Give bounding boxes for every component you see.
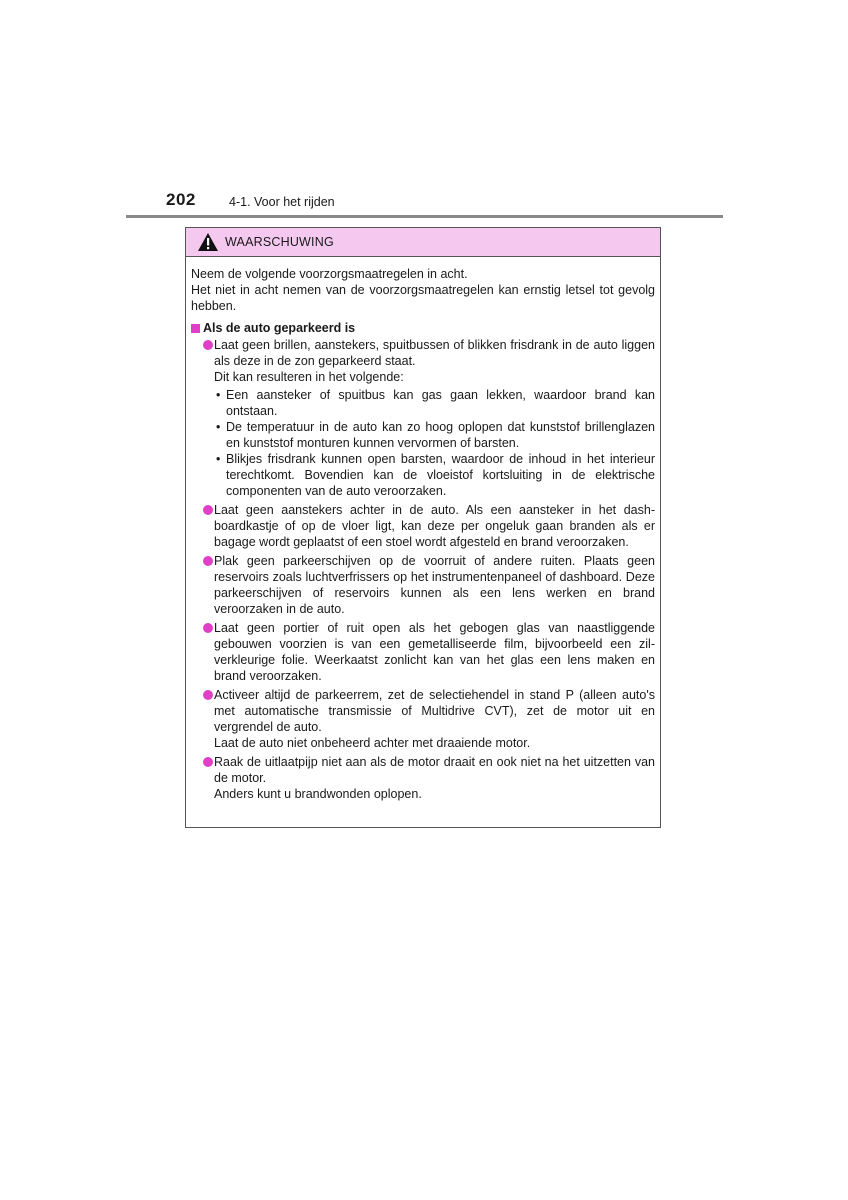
warning-item (191, 337, 655, 499)
dot-bullet-icon: • (216, 452, 221, 466)
item-text: Activeer altijd de parkeerrem, zet de selectiehendel in stand P (alleen auto's met automatische transmissie of Multidrive CVT), zet de motor uit en vergrendel de auto. (214, 688, 655, 734)
square-bullet-icon (191, 324, 200, 333)
warning-body (186, 257, 660, 802)
sub-list (214, 387, 655, 499)
subheading (191, 320, 655, 336)
circle-bullet-icon (203, 556, 213, 566)
item-text: Raak de uitlaatpijp niet aan als de motor draait en ook niet na het uitzetten van de motor. (214, 755, 655, 785)
warning-box (185, 227, 661, 828)
dot-bullet-icon: • (216, 420, 221, 434)
sub-item (214, 451, 655, 499)
warning-header (186, 228, 660, 257)
page-number: 202 (166, 190, 196, 209)
circle-bullet-icon (203, 623, 213, 633)
dot-bullet-icon: • (216, 388, 221, 402)
item-text: Laat geen aanstekers achter in de auto. Als een aansteker in het dashboardkastje of op de vloer ligt, kan deze per ongeluk gaan branden als er bagage wordt geplaatst of een stoel wordt afgesteld en brand veroorzaken. (214, 503, 655, 549)
sub-item-text: Een aansteker of spuitbus kan gas gaan lekken, waardoor brand kan ontstaan. (226, 388, 655, 418)
warning-item (191, 687, 655, 751)
warning-item (191, 754, 655, 802)
circle-bullet-icon (203, 505, 213, 515)
warning-item (191, 553, 655, 617)
warning-item (191, 620, 655, 684)
sub-item-text: De temperatuur in de auto kan zo hoog oplopen dat kunststof brillenglazen en kunststof monturen kunnen vervormen of barsten. (226, 420, 655, 450)
intro-line: Het niet in acht nemen van de voorzorgsmaatregelen kan ernstig letsel tot gevolg hebben. (191, 283, 655, 313)
circle-bullet-icon (203, 340, 213, 350)
warning-items (191, 337, 655, 802)
circle-bullet-icon (203, 757, 213, 767)
circle-bullet-icon (203, 690, 213, 700)
warning-item (191, 502, 655, 550)
item-text: Laat geen brillen, aanstekers, spuitbussen of blikken frisdrank in de auto liggen als deze in de zon geparkeerd staat. (214, 338, 655, 368)
subheading-text: Als de auto geparkeerd is (203, 321, 356, 335)
item-text: Plak geen parkeerschijven op de voorruit of andere ruiten. Plaats geen reservoirs zoals luchtverfrissers op het instrumentenpaneel of dashboard. Deze parkeerschijven of reservoirs kunnen als een lens werken en brand veroorzaken in de auto. (214, 554, 655, 616)
item-text: Laat geen portier of ruit open als het gebogen glas van naastliggende gebouwen voorzien is van een gemetalliseerde film, bijvoorbeeld een zilverkleurige folie. Weerkaatst zonlicht kan van het glas een lens maken en brand veroorzaken. (214, 621, 655, 683)
intro-line: Neem de volgende voorzorgsmaatregelen in acht. (191, 267, 468, 281)
sub-item (214, 387, 655, 419)
header-divider (126, 215, 723, 218)
item-extra: Laat de auto niet onbeheerd achter met draaiende motor. (214, 736, 531, 750)
sub-item (214, 419, 655, 451)
section-title: 4-1. Voor het rijden (229, 195, 335, 209)
item-extra: Dit kan resulteren in het volgende: (214, 370, 404, 384)
item-extra: Anders kunt u brandwonden oplopen. (214, 787, 422, 801)
warning-intro (191, 266, 655, 314)
warning-title: WAARSCHUWING (225, 235, 334, 249)
warning-triangle-icon (197, 232, 219, 252)
sub-item-text: Blikjes frisdrank kunnen open barsten, waardoor de inhoud in het interieur terechtkomt. Bovendien kan de vloeistof kortsluiting in de elektrische componenten van de auto veroorzaken. (226, 452, 655, 498)
